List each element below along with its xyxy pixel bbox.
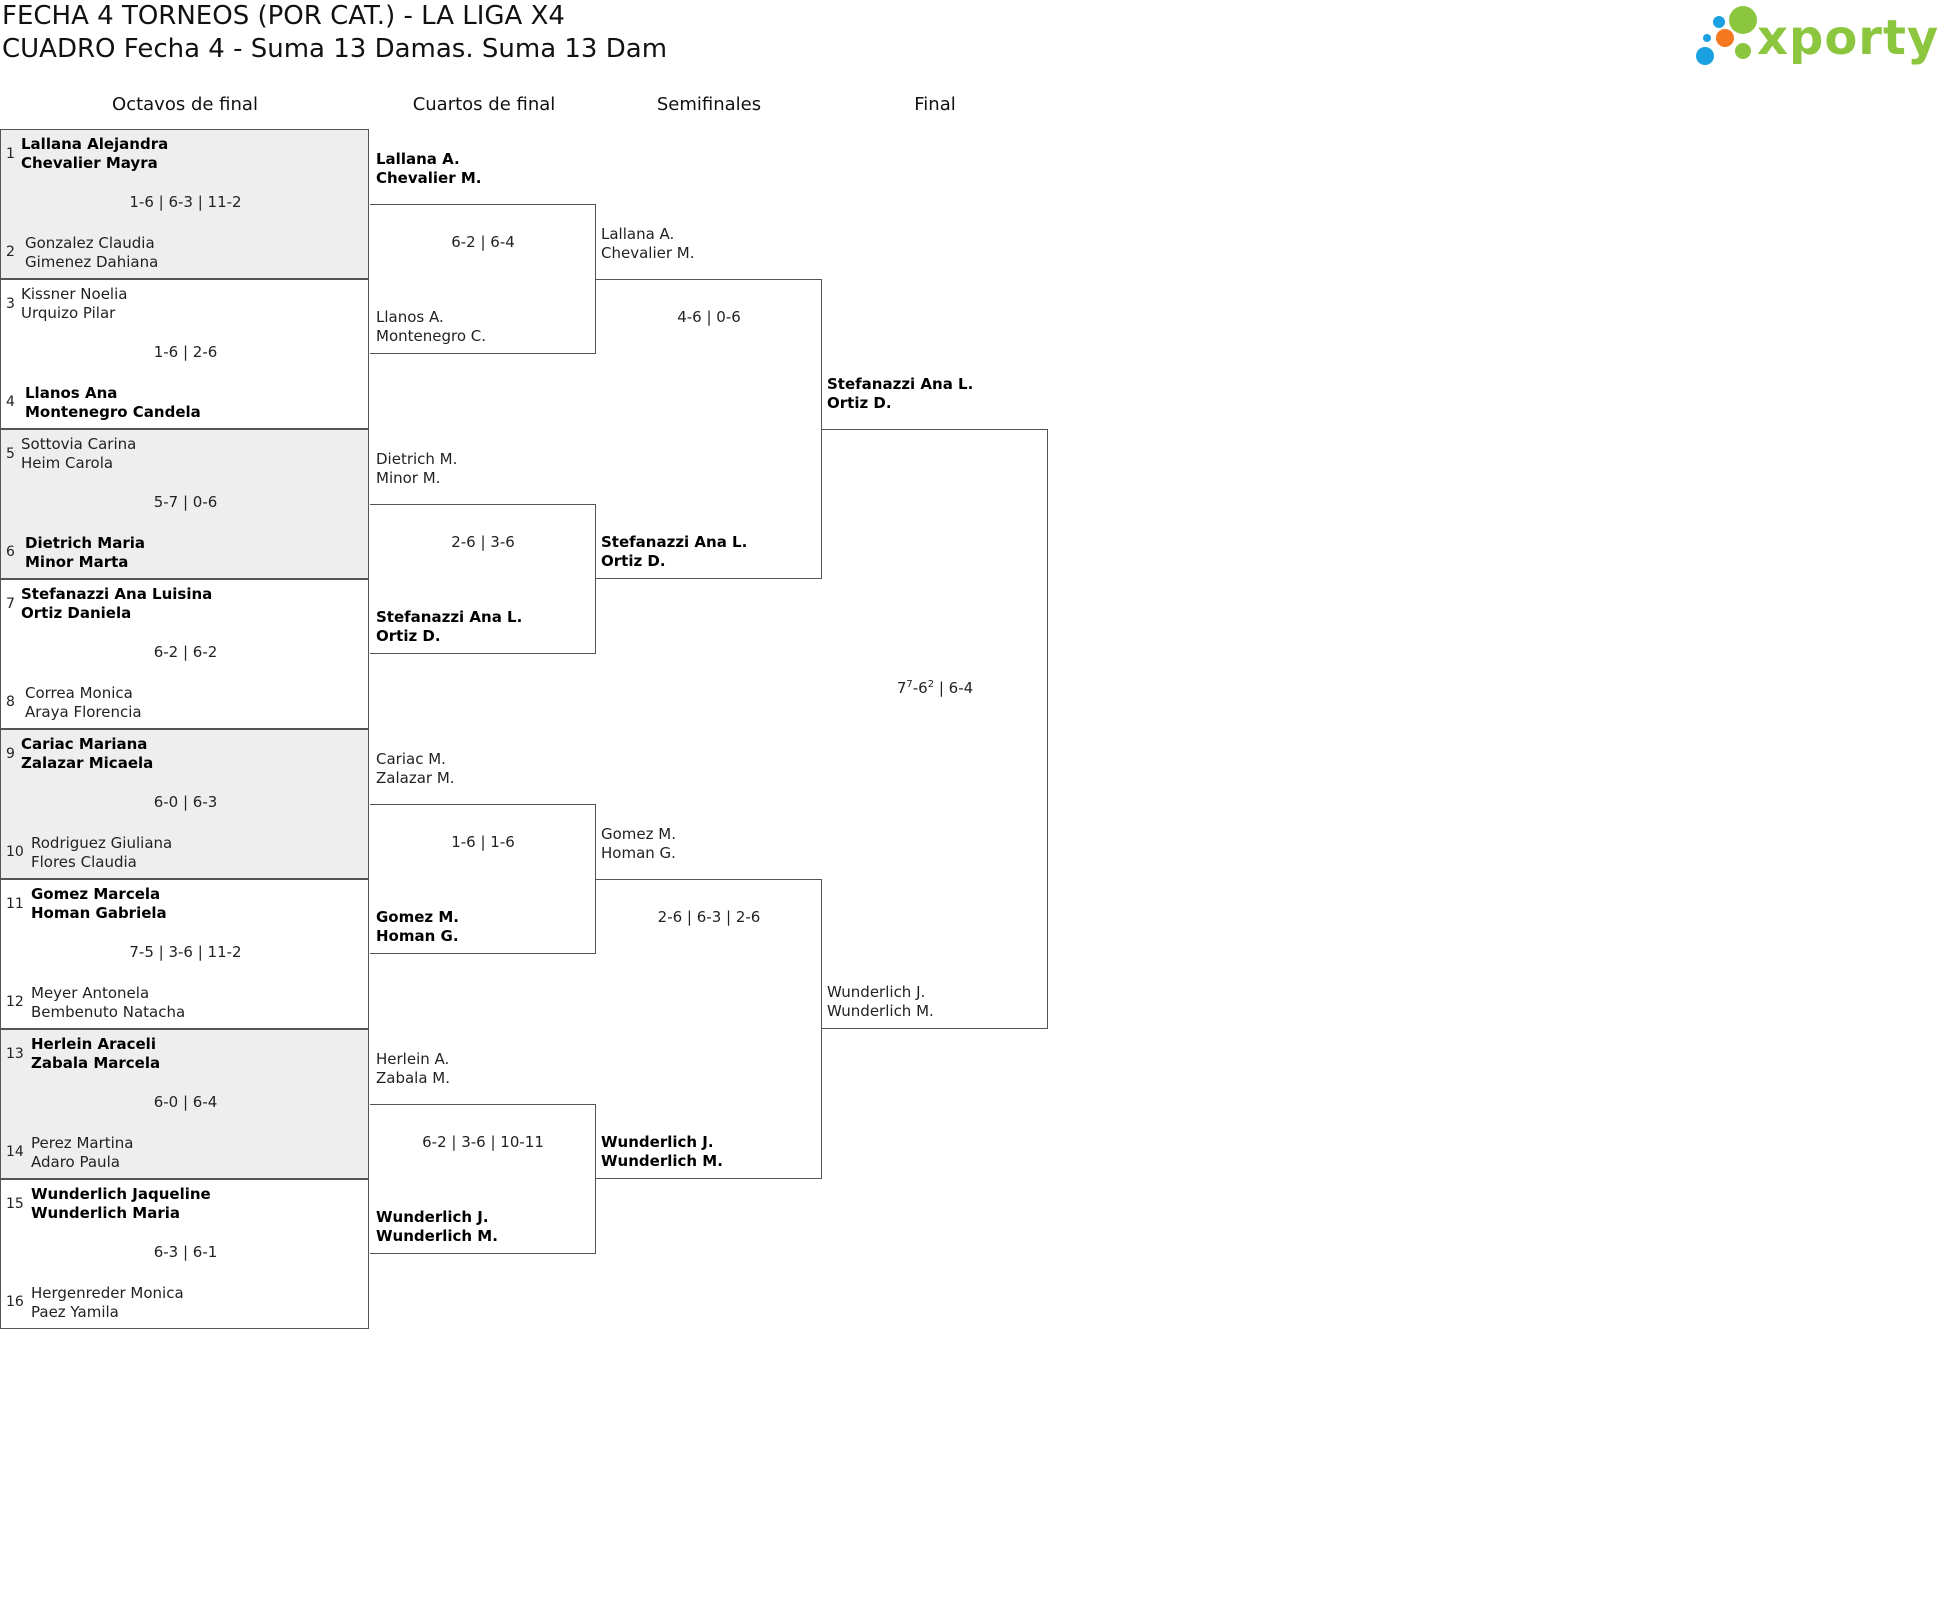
r16-team-bottom-player2: Gimenez Dahiana — [25, 253, 159, 271]
round-header-qf: Cuartos de final — [412, 94, 556, 115]
r16-team-bottom — [31, 1284, 184, 1322]
seed-number: 2 — [6, 244, 15, 260]
sf-team-bottom — [601, 533, 747, 571]
seed-number: 8 — [6, 694, 15, 710]
qf-score: 2-6 | 3-6 — [451, 533, 515, 551]
sf-team-top-player1: Lallana A. — [601, 225, 675, 243]
qf-team-top-player2: Chevalier M. — [376, 169, 482, 187]
final-team-bottom-player2: Wunderlich M. — [827, 1002, 934, 1020]
r16-team-bottom-player2: Minor Marta — [25, 553, 129, 571]
final-set1-a: 7 — [896, 679, 907, 697]
match-score: 7-5 | 3-6 | 11-2 — [129, 943, 242, 961]
xporty-logo — [1695, 4, 1939, 74]
qf-team-top-player1: Cariac M. — [376, 750, 446, 768]
match-score: 1-6 | 6-3 | 11-2 — [129, 193, 242, 211]
round-header-final: Final — [914, 94, 956, 115]
qf-team-top-player1: Herlein A. — [376, 1050, 450, 1068]
r16-team-top — [21, 435, 136, 473]
match-score: 1-6 | 2-6 — [153, 343, 218, 361]
final-team-top-player1: Stefanazzi Ana L. — [827, 375, 974, 393]
r16-team-top — [31, 885, 167, 923]
qf-team-bottom — [376, 608, 522, 646]
r16-team-bottom-player1: Perez Martina — [31, 1134, 134, 1152]
r16-team-bottom-player1: Correa Monica — [25, 684, 133, 702]
r16-team-top-player1: Lallana Alejandra — [21, 135, 169, 153]
r16-team-bottom-player1: Hergenreder Monica — [31, 1284, 184, 1302]
r16-team-top — [21, 585, 212, 623]
r16-match — [0, 579, 369, 729]
r16-team-bottom-player1: Meyer Antonela — [31, 984, 150, 1002]
r16-team-bottom — [31, 834, 172, 872]
qf-team-top-player1: Dietrich M. — [376, 450, 458, 468]
qf-team-top — [376, 750, 455, 788]
page-title-line1: FECHA 4 TORNEOS (POR CAT.) - LA LIGA X4 — [2, 1, 565, 31]
sf-team-bottom — [601, 1133, 723, 1171]
r16-team-top — [21, 135, 168, 173]
sf-score: 2-6 | 6-3 | 2-6 — [657, 908, 761, 926]
qf-team-bottom-player1: Llanos A. — [376, 308, 444, 326]
r16-team-top-player2: Chevalier Mayra — [21, 154, 158, 172]
r16-team-top-player2: Zabala Marcela — [31, 1054, 161, 1072]
match-score: 6-0 | 6-3 — [153, 793, 218, 811]
match-score: 6-2 | 6-2 — [153, 643, 218, 661]
r16-team-top-player1: Cariac Mariana — [21, 735, 148, 753]
r16-team-bottom — [31, 1134, 134, 1172]
qf-team-bottom-player1: Gomez M. — [376, 908, 459, 926]
r16-team-top-player2: Ortiz Daniela — [21, 604, 132, 622]
r16-team-bottom-player1: Llanos Ana — [25, 384, 118, 402]
r16-team-bottom — [25, 684, 142, 722]
seed-number: 3 — [6, 296, 15, 312]
sf-team-bottom-player1: Stefanazzi Ana L. — [601, 533, 748, 551]
page-title-line2: CUADRO Fecha 4 - Suma 13 Damas. Suma 13 Dam — [2, 34, 668, 64]
seed-number: 6 — [6, 544, 15, 560]
qf-team-bottom-player1: Stefanazzi Ana L. — [376, 608, 523, 626]
xporty-logo-text: xporty — [1757, 10, 1939, 66]
r16-match — [0, 879, 369, 1029]
r16-team-bottom-player1: Dietrich Maria — [25, 534, 145, 552]
seed-number: 4 — [6, 394, 15, 410]
seed-number: 16 — [6, 1294, 24, 1310]
r16-team-bottom-player2: Flores Claudia — [31, 853, 137, 871]
r16-team-top-player1: Sottovia Carina — [21, 435, 137, 453]
qf-team-bottom-player2: Wunderlich M. — [376, 1227, 498, 1245]
r16-team-top-player1: Herlein Araceli — [31, 1035, 156, 1053]
r16-team-top — [21, 735, 153, 773]
r16-team-bottom-player2: Paez Yamila — [31, 1303, 119, 1321]
r16-team-top-player2: Homan Gabriela — [31, 904, 167, 922]
qf-team-bottom-player2: Ortiz D. — [376, 627, 441, 645]
r16-team-top — [31, 1035, 160, 1073]
r16-team-bottom — [25, 384, 201, 422]
qf-score: 1-6 | 1-6 — [451, 833, 515, 851]
r16-team-top-player2: Wunderlich Maria — [31, 1204, 180, 1222]
sf-team-bottom-player1: Wunderlich J. — [601, 1133, 714, 1151]
final-score — [822, 679, 1048, 697]
match-score: 5-7 | 0-6 — [153, 493, 218, 511]
qf-team-bottom-player2: Montenegro C. — [376, 327, 487, 345]
qf-score: 6-2 | 3-6 | 10-11 — [422, 1133, 544, 1151]
final-team-top-player2: Ortiz D. — [827, 394, 892, 412]
sf-score: 4-6 | 0-6 — [677, 308, 741, 326]
r16-match — [0, 1179, 369, 1329]
seed-number: 5 — [6, 446, 15, 462]
r16-team-bottom-player2: Adaro Paula — [31, 1153, 120, 1171]
qf-team-top — [376, 450, 457, 488]
final-score-rest: | 6-4 — [934, 679, 974, 697]
r16-team-top-player1: Stefanazzi Ana Luisina — [21, 585, 213, 603]
seed-number: 15 — [6, 1196, 24, 1212]
r16-match — [0, 429, 369, 579]
sf-team-top-player1: Gomez M. — [601, 825, 676, 843]
sf-team-top — [601, 225, 695, 263]
seed-number: 14 — [6, 1144, 24, 1160]
sf-team-bottom-player2: Ortiz D. — [601, 552, 666, 570]
r16-team-top — [21, 285, 127, 323]
final-team-top — [827, 375, 973, 413]
r16-match — [0, 729, 369, 879]
final-set1-b: -6 — [912, 679, 928, 697]
r16-team-top-player2: Zalazar Micaela — [21, 754, 154, 772]
qf-score: 6-2 | 6-4 — [451, 233, 515, 251]
r16-team-bottom-player1: Gonzalez Claudia — [25, 234, 155, 252]
r16-team-top-player1: Kissner Noelia — [21, 285, 128, 303]
r16-match — [0, 1029, 369, 1179]
seed-number: 11 — [6, 896, 24, 912]
r16-team-bottom-player2: Montenegro Candela — [25, 403, 201, 421]
final-connector — [822, 429, 1048, 1029]
seed-number: 9 — [6, 746, 15, 762]
r16-team-bottom-player1: Rodriguez Giuliana — [31, 834, 173, 852]
r16-team-top-player1: Gomez Marcela — [31, 885, 161, 903]
r16-team-bottom — [25, 534, 145, 572]
qf-team-top-player2: Minor M. — [376, 469, 441, 487]
qf-team-bottom — [376, 1208, 498, 1246]
round-header-sf: Semifinales — [656, 94, 762, 115]
seed-number: 10 — [6, 844, 24, 860]
qf-team-bottom-player2: Homan G. — [376, 927, 459, 945]
r16-team-bottom — [31, 984, 185, 1022]
seed-number: 7 — [6, 596, 15, 612]
qf-team-bottom — [376, 908, 459, 946]
final-set1-b-tiebreak: 2 — [927, 679, 935, 690]
match-score: 6-3 | 6-1 — [153, 1243, 218, 1261]
qf-team-bottom — [376, 308, 486, 346]
seed-number: 13 — [6, 1046, 24, 1062]
final-team-bottom-player1: Wunderlich J. — [827, 983, 926, 1001]
qf-team-bottom-player1: Wunderlich J. — [376, 1208, 489, 1226]
r16-team-top-player2: Heim Carola — [21, 454, 114, 472]
qf-team-top-player1: Lallana A. — [376, 150, 460, 168]
seed-number: 1 — [6, 146, 15, 162]
match-score: 6-0 | 6-4 — [153, 1093, 218, 1111]
sf-team-top — [601, 825, 676, 863]
r16-team-top-player2: Urquizo Pilar — [21, 304, 116, 322]
sf-team-top-player2: Homan G. — [601, 844, 676, 862]
qf-team-top-player2: Zalazar M. — [376, 769, 455, 787]
r16-team-bottom-player2: Araya Florencia — [25, 703, 142, 721]
qf-team-top — [376, 1050, 450, 1088]
final-set1-a-tiebreak: 7 — [906, 679, 913, 690]
sf-team-bottom-player2: Wunderlich M. — [601, 1152, 723, 1170]
final-team-bottom — [827, 983, 934, 1021]
r16-team-bottom-player2: Bembenuto Natacha — [31, 1003, 186, 1021]
r16-match — [0, 129, 369, 279]
r16-match — [0, 279, 369, 429]
r16-team-bottom — [25, 234, 158, 272]
sf-team-top-player2: Chevalier M. — [601, 244, 695, 262]
qf-team-top — [376, 150, 481, 188]
seed-number: 12 — [6, 994, 24, 1010]
qf-team-top-player2: Zabala M. — [376, 1069, 451, 1087]
round-header-r16: Octavos de final — [112, 94, 258, 115]
r16-team-top-player1: Wunderlich Jaqueline — [31, 1185, 211, 1203]
r16-team-top — [31, 1185, 211, 1223]
